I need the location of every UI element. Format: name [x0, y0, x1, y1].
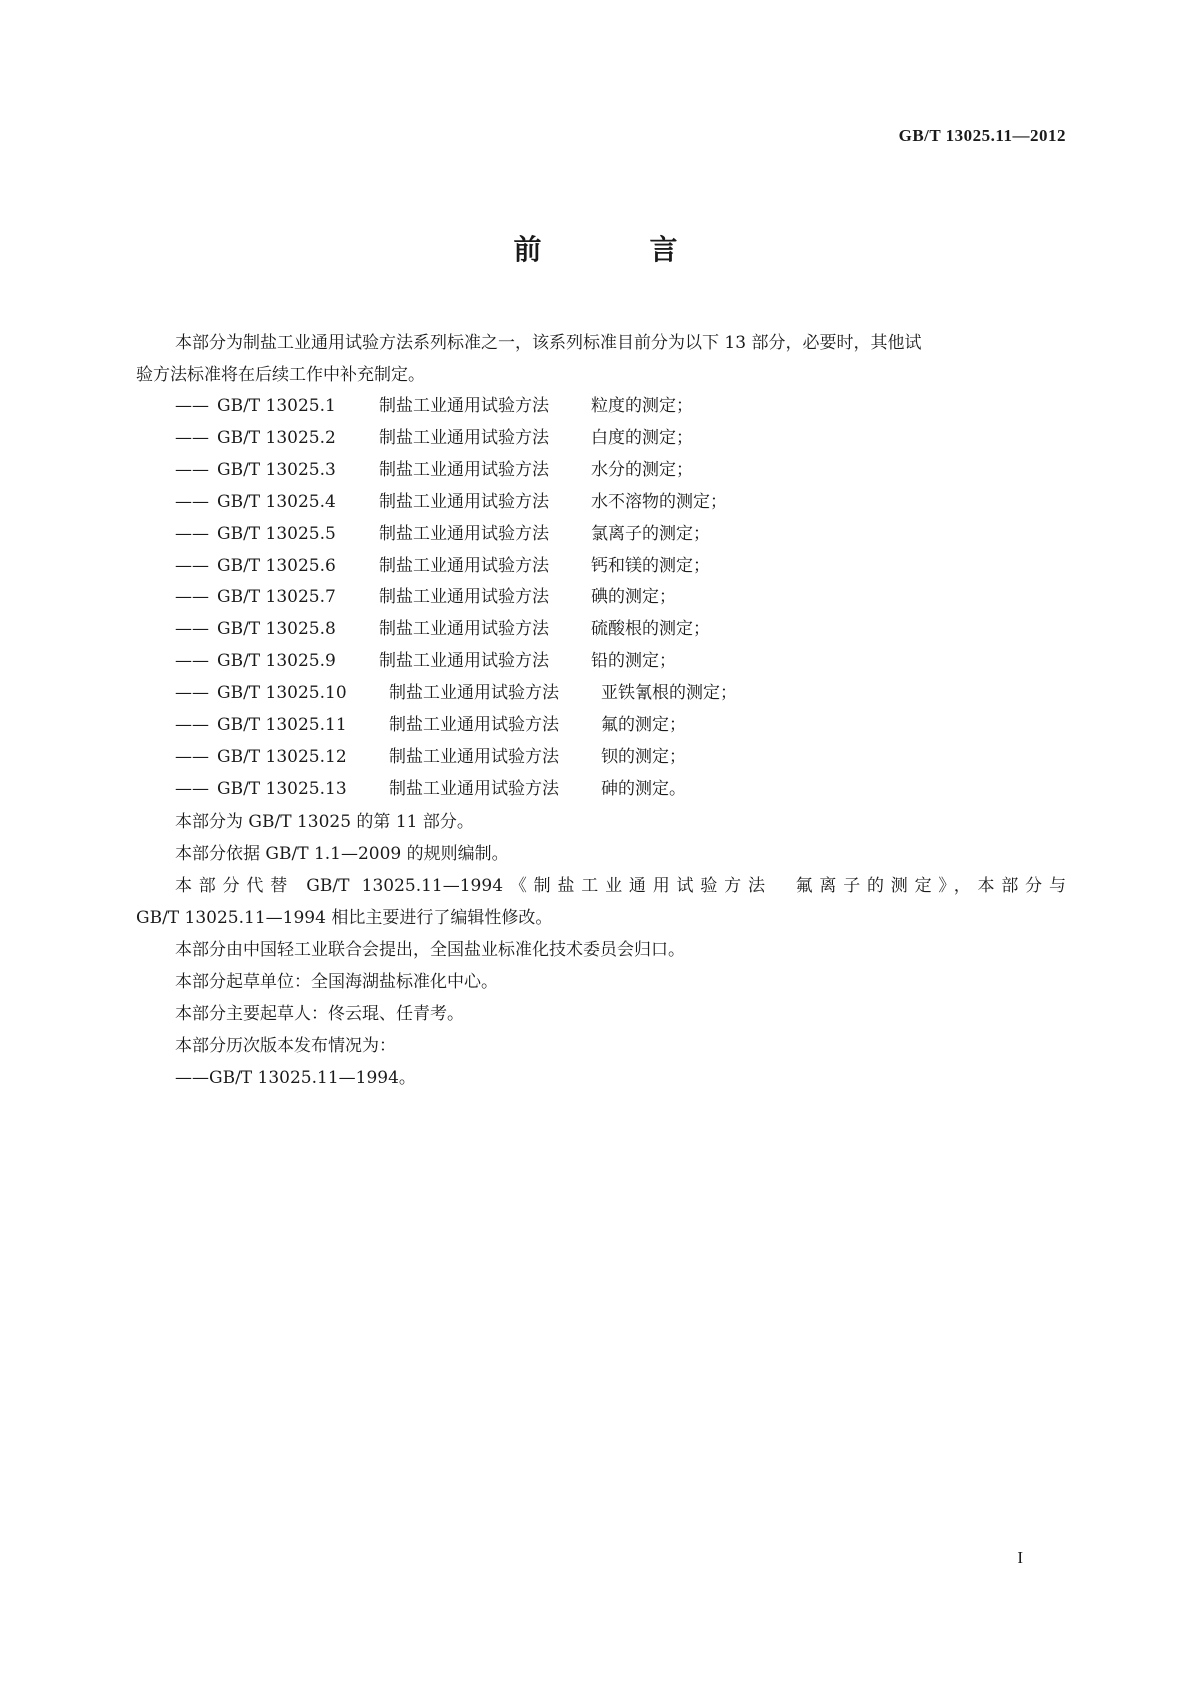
drafting-unit-paragraph: 本部分起草单位：全国海湖盐标准化中心。: [175, 971, 498, 992]
list-dash: ——: [175, 459, 209, 480]
intro-paragraph-line: 本部分为制盐工业通用试验方法系列标准之一，该系列标准目前分为以下 13 部分，必要时，其他试: [175, 333, 922, 353]
list-item: [136, 487, 1066, 519]
test-topic: 白度的测定；: [591, 427, 693, 448]
proposed-by-paragraph: 本部分由中国轻工业联合会提出，全国盐业标准化技术委员会归口。: [175, 939, 685, 960]
test-topic: 亚铁氰根的测定；: [601, 683, 737, 704]
standard-number: GB/T 13025.3: [217, 459, 336, 480]
series-name: 制盐工业通用试验方法: [389, 715, 559, 736]
test-topic: 钡的测定；: [601, 746, 686, 767]
series-name: 制盐工业通用试验方法: [379, 523, 549, 544]
list-item: [136, 391, 1066, 423]
test-topic: 硫酸根的测定；: [591, 619, 710, 640]
page-number: I: [1017, 1548, 1023, 1567]
standard-number: GB/T 13025.2: [217, 427, 336, 448]
list-item: [136, 455, 1066, 487]
part-number-paragraph: 本部分为 GB/T 13025 的第 11 部分。: [175, 811, 474, 832]
standard-number: GB/T 13025.9: [217, 651, 336, 672]
series-name: 制盐工业通用试验方法: [379, 587, 549, 608]
list-item: [136, 582, 1066, 614]
test-topic: 水不溶物的测定；: [591, 491, 727, 512]
foreword-body: [136, 327, 1066, 1094]
series-name: 制盐工业通用试验方法: [379, 427, 549, 448]
list-item: [136, 742, 1066, 774]
standard-number: GB/T 13025.8: [217, 619, 336, 640]
list-item: [136, 614, 1066, 646]
standard-number: GB/T 13025.11: [217, 715, 347, 736]
series-name: 制盐工业通用试验方法: [379, 555, 549, 576]
standard-number: GB/T 13025.12: [217, 746, 347, 767]
history-intro-paragraph: 本部分历次版本发布情况为：: [175, 1035, 396, 1056]
standard-number: GB/T 13025.13: [217, 778, 347, 799]
list-dash: ——: [175, 396, 209, 416]
standard-number: GB/T 13025.5: [217, 523, 336, 544]
series-name: 制盐工业通用试验方法: [389, 746, 559, 767]
history-list-item: ——GB/T 13025.11—1994。: [175, 1067, 416, 1088]
replaces-paragraph-line: 本部分代替 GB/T 13025.11—1994《制盐工业通用试验方法 氟离子的测定》，本部分与: [175, 875, 1066, 896]
series-name: 制盐工业通用试验方法: [379, 651, 549, 672]
list-item: [136, 710, 1066, 742]
standard-number: GB/T 13025.1: [217, 396, 336, 416]
list-item: [136, 551, 1066, 583]
series-name: 制盐工业通用试验方法: [379, 459, 549, 480]
series-name: 制盐工业通用试验方法: [379, 619, 549, 640]
list-item: [136, 646, 1066, 678]
drafting-rules-paragraph: 本部分依据 GB/T 1.1—2009 的规则编制。: [175, 843, 509, 864]
test-topic: 钙和镁的测定；: [591, 555, 710, 576]
list-item: [136, 519, 1066, 551]
page-title: 前 言: [513, 233, 718, 266]
list-dash: ——: [175, 619, 209, 640]
list-dash: ——: [175, 715, 209, 736]
test-topic: 氟的测定；: [601, 715, 686, 736]
replaces-paragraph-line: GB/T 13025.11—1994 相比主要进行了编辑性修改。: [136, 907, 553, 928]
list-dash: ——: [175, 523, 209, 544]
list-dash: ——: [175, 555, 209, 576]
test-topic: 氯离子的测定；: [591, 523, 710, 544]
series-name: 制盐工业通用试验方法: [389, 683, 559, 704]
standard-number: GB/T 13025.10: [217, 683, 347, 704]
series-name: 制盐工业通用试验方法: [389, 778, 559, 799]
list-dash: ——: [175, 746, 209, 767]
list-dash: ——: [175, 651, 209, 672]
test-topic: 碘的测定；: [591, 587, 676, 608]
list-item: [136, 423, 1066, 455]
list-dash: ——: [175, 587, 209, 608]
list-item: [136, 678, 1066, 710]
list-item: [136, 774, 1066, 806]
list-dash: ——: [175, 683, 209, 704]
list-dash: ——: [175, 491, 209, 512]
test-topic: 粒度的测定；: [591, 396, 693, 416]
intro-paragraph-line: 验方法标准将在后续工作中补充制定。: [136, 365, 425, 385]
list-dash: ——: [175, 778, 209, 799]
standard-number: GB/T 13025.6: [217, 555, 336, 576]
test-topic: 铅的测定；: [591, 651, 676, 672]
series-name: 制盐工业通用试验方法: [379, 491, 549, 512]
drafters-paragraph: 本部分主要起草人：佟云琨、任青考。: [175, 1003, 464, 1024]
standard-number: GB/T 13025.4: [217, 491, 336, 512]
test-topic: 水分的测定；: [591, 459, 693, 480]
standard-code-header: GB/T 13025.11—2012: [898, 126, 1066, 145]
standard-number: GB/T 13025.7: [217, 587, 336, 608]
series-name: 制盐工业通用试验方法: [379, 396, 549, 416]
series-standards-list: [136, 391, 1066, 806]
test-topic: 砷的测定。: [601, 778, 686, 799]
list-dash: ——: [175, 427, 209, 448]
